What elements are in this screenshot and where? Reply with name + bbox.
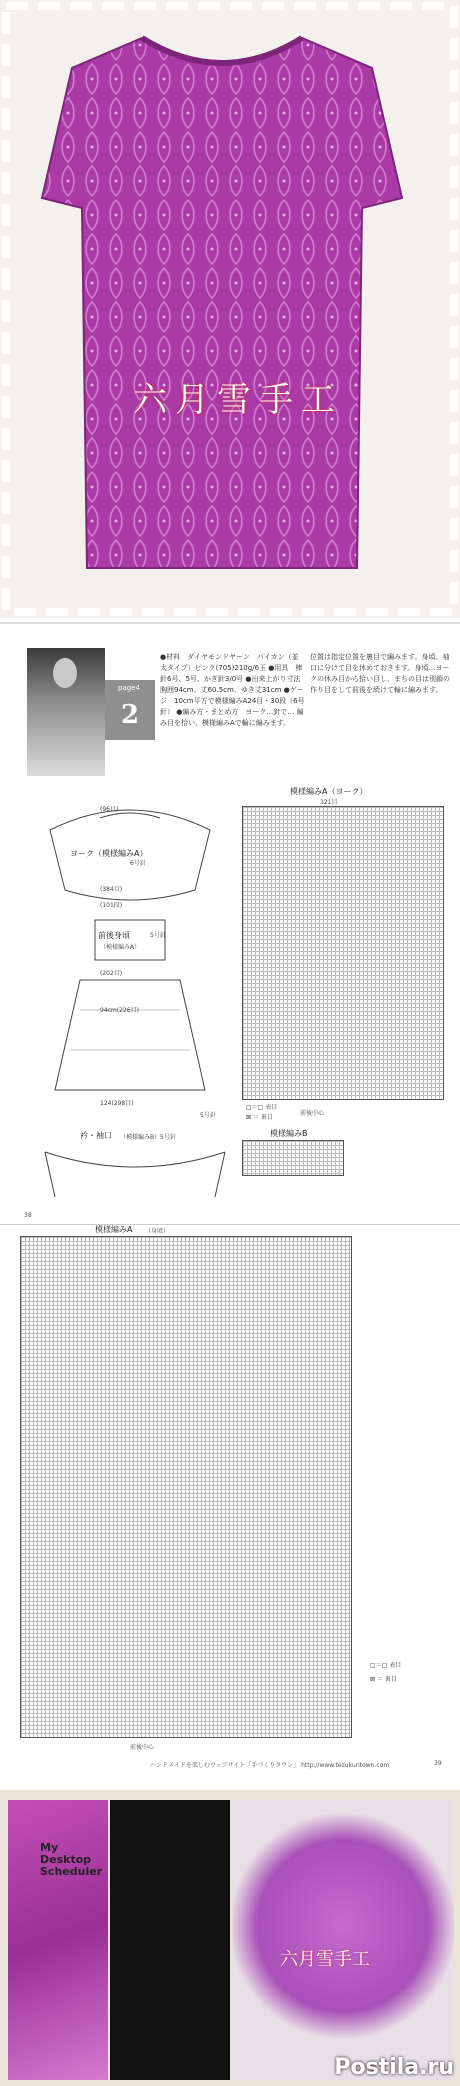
postila-logo: Postila.ru	[334, 2055, 454, 2080]
dim-96: (96目)	[100, 806, 119, 813]
sweater-photo	[0, 0, 460, 618]
legend-purl-2: ⊠ ＝ 裏目	[370, 1676, 397, 1683]
chart-a-count: 321目	[320, 799, 338, 806]
dim-384: (384目)	[100, 886, 123, 893]
folio-right: 39	[434, 1760, 442, 1767]
center-label-1: 前後中心	[300, 1110, 325, 1117]
collage-photo-mid	[110, 1800, 230, 2080]
body-chart-title: 模様編みA	[95, 1225, 133, 1234]
chart-a-title: 模様編みA（ヨーク）	[290, 787, 368, 796]
chart-b-title: 模様編みB	[270, 1129, 308, 1138]
instructions-text: 位置は指定位置を裏目で編みます。身頃、袖口に分けて目を休めておきます。身頃…ヨークの休み目から拾い目し、まちの目は別鎖の作り目をして前後を続けて輪に編みます。	[310, 653, 450, 694]
legend-knit-2: □＝□ 表目	[370, 1662, 402, 1669]
chart-a-yoke-grid	[242, 806, 444, 1100]
dim-5: 5号針	[200, 1112, 216, 1119]
sleeve-label: 衿・袖口	[80, 1131, 112, 1140]
page-label: page4	[118, 684, 140, 692]
photo-watermark: 六月雪手工	[133, 380, 343, 420]
pattern-number: 2	[120, 700, 140, 730]
collage-photo-right	[232, 1800, 454, 2080]
body-needle: 5号針	[150, 932, 166, 939]
collage-watermark: 六月雪手工	[280, 1949, 370, 1970]
yoke-needle: 6号針	[130, 860, 146, 867]
body-chart-sub: （身頃）	[145, 1228, 170, 1235]
legend-knit: □＝□ 表目	[246, 1104, 278, 1111]
dim-202: (202目)	[100, 970, 123, 977]
center-label-2: 前後中心	[130, 1744, 155, 1751]
scheduler-line-1: My	[40, 1841, 59, 1854]
sleeve-needle: 5号針	[160, 1134, 176, 1141]
dim-124: 124(298目)	[100, 1100, 134, 1107]
scheduler-line-2: Desktop	[40, 1853, 92, 1866]
legend-purl: ⊠ ＝ 裏目	[246, 1114, 273, 1121]
sweater-illustration	[32, 28, 412, 588]
dim-101: (101段)	[100, 902, 123, 909]
folio-left: 38	[24, 1212, 32, 1219]
yoke-label: ヨーク（模様編みA）	[70, 849, 148, 858]
sleeve-diagram	[35, 1142, 235, 1202]
body-sub: （模様編みA）	[100, 944, 141, 951]
scheduler-logo	[40, 1842, 102, 1878]
chart-b-grid	[242, 1140, 344, 1176]
scheduler-line-3: Scheduler	[40, 1865, 103, 1878]
model-photo	[27, 648, 105, 776]
page-footer: ハンドメイドを楽しむウェブサイト「手づくりタウン」 http://www.tezukuritown.com	[150, 1762, 390, 1769]
dim-94: 94cm(226目)	[100, 1007, 139, 1014]
body-label: 前後身頃	[98, 931, 130, 940]
sleeve-sub: （模様編みB）	[120, 1134, 161, 1141]
body-chart-grid	[20, 1236, 352, 1738]
materials-text: ●材料 ダイヤモンドヤーン パイカン（並太タイプ）ピンク(705)210g/6玉 ●用具 棒針6号、5号、かぎ針3/0号 ●出来上がり寸法 胸囲94cm、丈60.5cm、ゆき丈31cm ●ゲージ 10cm平方で模様編みA24目・30段（6号針） ●編み方・まとめ方 ヨーク…針で… 編み目を拾い、模様編みAで輪に編みます。	[160, 653, 308, 727]
